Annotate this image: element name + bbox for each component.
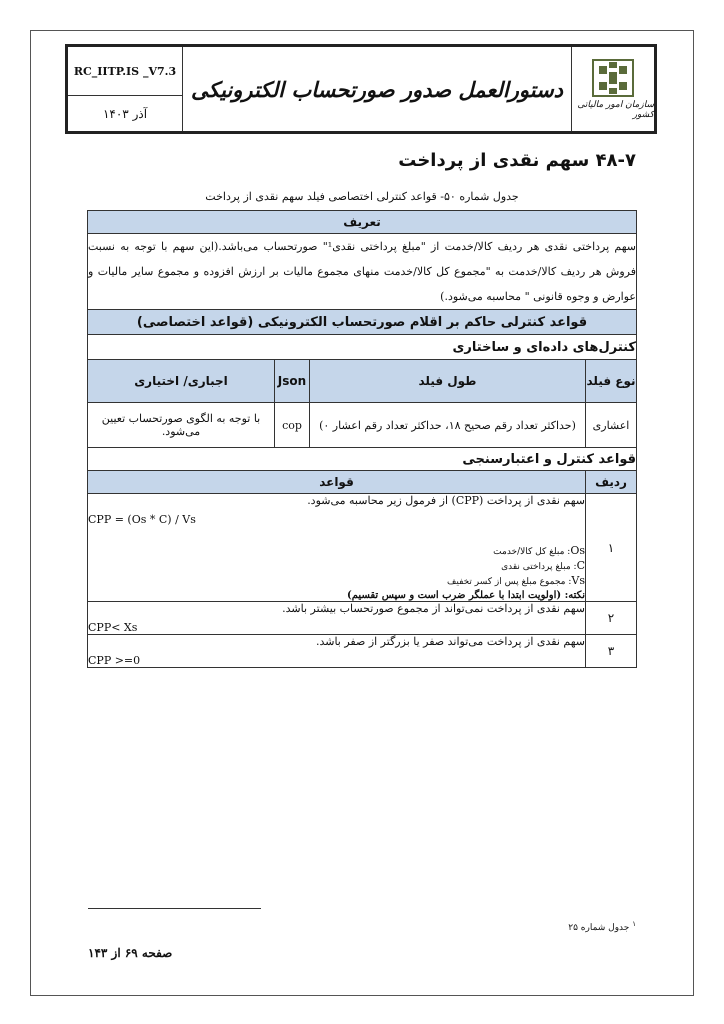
json-key-value: cop bbox=[275, 403, 310, 448]
header-meta bbox=[68, 47, 183, 131]
tax-organization-logo-icon bbox=[591, 58, 635, 98]
rule-variable bbox=[88, 544, 585, 557]
variable-symbol: Os bbox=[570, 544, 585, 557]
validation-heading: قواعد کنترل و اعتبارسنجی bbox=[88, 448, 637, 471]
rule-variable bbox=[88, 574, 585, 587]
rule-number: ۱ bbox=[586, 494, 637, 602]
col-mandatory: اجباری/ اختیاری bbox=[88, 360, 275, 403]
col-field-length: طول فیلد bbox=[310, 360, 586, 403]
validation-column-headers bbox=[88, 471, 637, 494]
rule-row bbox=[88, 494, 637, 602]
mandatory-value: با توجه به الگوی صورتحساب تعیین می‌شود. bbox=[88, 403, 275, 448]
rules-table bbox=[87, 210, 637, 668]
rule-content bbox=[88, 635, 586, 668]
variable-symbol: C bbox=[576, 559, 585, 572]
rules-header: قواعد کنترلی حاکم بر اقلام صورتحساب الکترونیکی (قواعد اختصاصی) bbox=[88, 310, 637, 335]
rule-text: سهم نقدی از پرداخت (CPP) از فرمول زیر محاسبه می‌شود. bbox=[307, 494, 585, 507]
rule-number: ۲ bbox=[586, 602, 637, 635]
data-controls-column-headers bbox=[88, 360, 637, 403]
data-controls-heading: کنترل‌های داده‌ای و ساختاری bbox=[88, 335, 637, 360]
definition-heading: تعریف bbox=[88, 211, 637, 234]
variable-description: : مبلغ پرداختی نقدی bbox=[501, 562, 577, 572]
variable-description: : مجموع مبلغ پس از کسر تخفیف bbox=[447, 577, 572, 587]
rule-variable bbox=[88, 559, 585, 572]
rule-number: ۳ bbox=[586, 635, 637, 668]
rule-formula: CPP = (Os * C) / Vs bbox=[88, 513, 196, 526]
variable-symbol: Vs bbox=[571, 574, 585, 587]
org-name: سازمان امور مالیاتی کشور bbox=[577, 100, 654, 120]
col-json: Json bbox=[275, 360, 310, 403]
definition-text: سهم پرداختی نقدی هر ردیف کالا/خدمت از "مبلغ پرداختی نقدی¹" صورتحساب می‌باشد.(این سهم با توجه به نسبت فروش هر ردیف کالا/خدمت به "مجموع کل کالا/خدمت منهای مجموع مالیات بر ارزش افزوده و مجموع سایر مالیات و عوارض و وجوه قانونی " محاسبه می‌شود.) bbox=[88, 234, 637, 310]
doc-date: آذر ۱۴۰۳ bbox=[102, 106, 148, 121]
rule-row bbox=[88, 602, 637, 635]
rule-row bbox=[88, 635, 637, 668]
data-controls-row bbox=[88, 403, 637, 448]
page-number: صفحه ۶۹ از ۱۴۳ bbox=[88, 946, 173, 960]
rules-header-row bbox=[88, 310, 637, 335]
doc-title: دستورالعمل صدور صورتحساب الکترونیکی bbox=[190, 76, 564, 102]
rule-content bbox=[88, 494, 586, 602]
field-type-value: اعشاری bbox=[586, 403, 637, 448]
rule-formula: CPP >=0 bbox=[88, 654, 141, 667]
col-field-type: نوع فیلد bbox=[586, 360, 637, 403]
variable-description: : مبلغ کل کالا/خدمت bbox=[493, 547, 571, 557]
rule-text: سهم نقدی از پرداخت می‌تواند صفر یا بزرگتر از صفر باشد. bbox=[315, 635, 585, 648]
footnote-separator bbox=[88, 908, 261, 909]
section-title: ۴۸-۷ سهم نقدی از پرداخت bbox=[398, 150, 636, 171]
footnote bbox=[568, 920, 636, 933]
document-header bbox=[65, 44, 657, 134]
col-row-number: ردیف bbox=[586, 471, 637, 494]
definition-row bbox=[88, 234, 637, 310]
org-logo bbox=[571, 47, 654, 131]
rule-content bbox=[88, 602, 586, 635]
field-length-value: (حداکثر تعداد رقم صحیح ۱۸، حداکثر تعداد رقم اعشار ۰) bbox=[310, 403, 586, 448]
validation-heading-row bbox=[88, 448, 637, 471]
footnote-text: جدول شماره ۲۵ bbox=[568, 923, 630, 933]
definition-heading-row bbox=[88, 211, 637, 234]
rule-note: نکته: (اولویت ابتدا با عملگر ضرب است و سپس تقسیم) bbox=[347, 590, 585, 601]
rule-text: سهم نقدی از پرداخت نمی‌تواند از مجموع صورتحساب بیشتر باشد. bbox=[282, 602, 585, 615]
col-rules: قواعد bbox=[88, 471, 586, 494]
table-caption: جدول شماره ۵۰- قواعد کنترلی اختصاصی فیلد سهم نقدی از پرداخت bbox=[205, 190, 519, 203]
rule-formula: CPP< Xs bbox=[88, 621, 138, 634]
doc-code: RC_IITP.IS _V7.3 bbox=[68, 47, 182, 96]
data-controls-heading-row bbox=[88, 335, 637, 360]
footnote-mark: ۱ bbox=[632, 920, 636, 928]
